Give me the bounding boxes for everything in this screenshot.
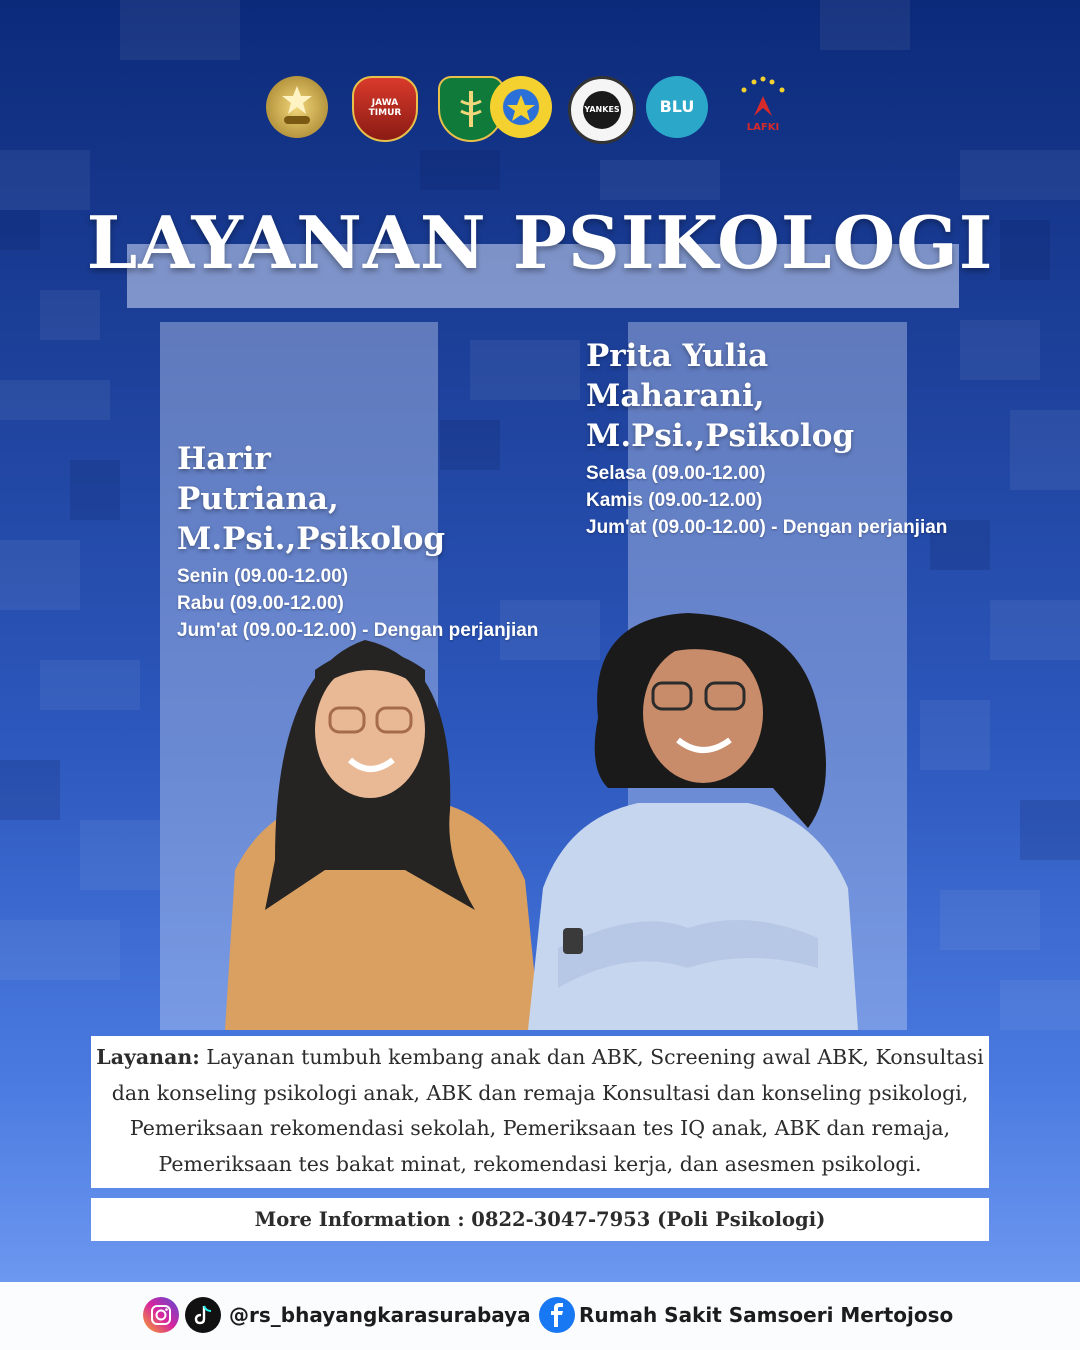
- psychologist-photo-1: [205, 610, 545, 1030]
- schedule-item: Selasa (09.00-12.00): [586, 463, 766, 484]
- psychologist-photo-2: [518, 588, 863, 1030]
- psychologist-name-line2: Putriana, M.Psi.,Psikolog: [177, 481, 446, 557]
- social-handle-text: @rs_bhayangkarasurabaya: [229, 1303, 531, 1327]
- yankes-logo: YANKES: [568, 76, 636, 144]
- schedule-item: Senin (09.00-12.00): [177, 566, 349, 587]
- instagram-icon[interactable]: [143, 1297, 179, 1333]
- blu-logo: BLU: [646, 76, 708, 138]
- more-information: More Information : 0822-3047-7953 (Poli Psikologi): [91, 1198, 989, 1241]
- footer: [0, 1282, 1080, 1350]
- lafki-logo: [732, 76, 794, 138]
- services-box: [91, 1036, 989, 1188]
- polda-jatim-logo: JAWA TIMUR: [352, 76, 418, 142]
- services-label: Layanan:: [96, 1045, 200, 1069]
- psychologist-name-line2: Maharani, M.Psi.,Psikolog: [586, 378, 855, 454]
- facebook-icon[interactable]: [539, 1297, 575, 1333]
- social-handle[interactable]: [143, 1297, 531, 1333]
- schedule-item: Jum'at (09.00-12.00) - Dengan perjanjian: [586, 517, 948, 538]
- schedule-item: Kamis (09.00-12.00): [586, 490, 763, 511]
- svg-text:LAFKI: LAFKI: [746, 122, 780, 133]
- services-text: Layanan tumbuh kembang anak dan ABK, Screening awal ABK, Konsultasi dan konseling psikologi anak, ABK dan remaja Konsultasi dan konseling psikologi, Pemeriksaan rekomendasi sekolah, Pemeriksaan tes IQ anak, ABK dan remaja, Pemeriksaan tes bakat minat, rekomendasi kerja, dan asesmen psikologi.: [111, 1045, 984, 1176]
- facebook-link[interactable]: [539, 1297, 953, 1333]
- schedule-item: Jum'at (09.00-12.00) - Dengan perjanjian: [177, 620, 539, 641]
- page-title: LAYANAN PSIKOLOGI: [86, 200, 994, 285]
- partner-logos: [262, 76, 822, 142]
- schedule-item: Rabu (09.00-12.00): [177, 593, 344, 614]
- rs-bhayangkara-logo: [490, 76, 552, 138]
- police-emblem-logo: [266, 76, 328, 138]
- tiktok-icon[interactable]: [185, 1297, 221, 1333]
- facebook-page-name: Rumah Sakit Samsoeri Mertojoso: [579, 1303, 954, 1327]
- psychologist-name-line1: Harir: [177, 441, 271, 477]
- psychologist-name-line1: Prita Yulia: [586, 338, 769, 374]
- psychologist-card-2: [586, 336, 1026, 541]
